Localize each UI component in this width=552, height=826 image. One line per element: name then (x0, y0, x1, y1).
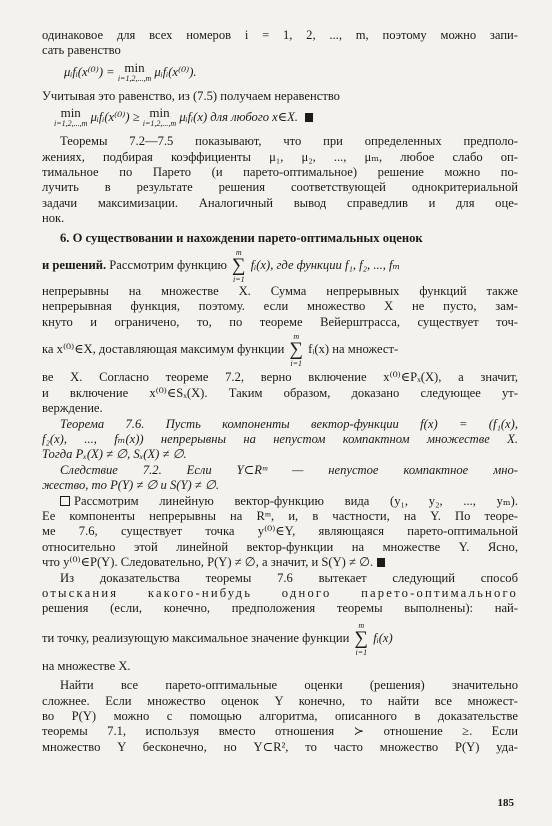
sum-lower: i=1 (232, 275, 245, 285)
theorem-7-6 (42, 417, 518, 463)
text-line: во P(Y) можно с помощью алгоритма, описанного в доказательстве (42, 709, 518, 723)
proof-start-icon (60, 496, 70, 506)
text-line: ве X. Согласно теореме 7.2, верно включение x⁽⁰⁾∈Pₓ(X), а значит, (42, 370, 518, 385)
paragraph-method (42, 571, 518, 617)
text-line: отыскания какого-нибудь одного парето-оптимального (42, 585, 518, 600)
min-label: min (60, 105, 81, 121)
text-line: теоремы 7.1, используя вместо отношения ≻ отношение ≥. Если (42, 724, 518, 739)
text-line-with-sum (42, 248, 518, 284)
text-line: на множестве X. (42, 658, 131, 673)
formula-middle: μᵢfᵢ(x⁽⁰⁾) ≥ (90, 110, 140, 125)
min-subscript: i=1,2,...,m (142, 119, 177, 129)
text-line: f₂(x), ..., fₘ(x)) непрерывны на непустом компактном множестве X. (42, 431, 518, 446)
text-line: верждение. (42, 401, 103, 416)
text-line: Теорема 7.6. Пусть компоненты вектор-функции f(x) = (f₁(x), (60, 416, 518, 431)
text-line (42, 494, 518, 509)
text-line: Учитывая это равенство, из (7.5) получаем неравенство (42, 88, 340, 103)
formula-inequality (42, 107, 518, 129)
corollary-7-2 (42, 463, 518, 494)
text-line: жество, то P(Y) ≠ ∅ и S(Y) ≠ ∅. (42, 478, 219, 493)
text-line: сать равенство (42, 43, 121, 58)
sum-upper: m (293, 332, 300, 342)
formula-lhs: μᵢfᵢ(x⁽⁰⁾) = (64, 64, 115, 79)
paragraph-ve (42, 370, 518, 416)
sum-lower: i=1 (355, 647, 368, 657)
section-heading-cont: и решений. (42, 257, 107, 272)
formula-rhs: μᵢfᵢ(x⁽⁰⁾). (154, 64, 197, 79)
text-line-with-sum (42, 621, 518, 657)
text-fragment: ка x⁽⁰⁾∈X, доставляющая максимум функции (42, 342, 285, 357)
text-line: нок. (42, 211, 65, 226)
text-line: Теоремы 7.2—7.5 показывают, что при определенных предполо- (60, 134, 518, 149)
text-line: жениях, подбирая коэффициенты μ₁, μ₂, ..., μₘ, любое слабо оп- (42, 149, 518, 164)
text-line: задачи максимизации. Аналогичный вывод справедлив и для оце- (42, 195, 518, 210)
text-line: лучить в результате решения соответствующей однокритериальной (42, 180, 518, 195)
text-line: кнуто и ограничено, то, по теореме Вейерштрасса, существует точ- (42, 314, 518, 329)
text-fragment: что y⁽⁰⁾∈P(Y). Следовательно, P(Y) ≠ ∅, а значит, и S(Y) ≠ ∅. (42, 555, 374, 570)
paragraph-intro (42, 28, 518, 59)
min-operator (117, 59, 152, 84)
text-line: решения (если, конечно, предположения теоремы выполнены): най- (42, 601, 518, 616)
text-line: Из доказательства теоремы 7.6 вытекает следующий способ (60, 570, 518, 585)
text-line (42, 555, 518, 570)
min-subscript: i=1,2,...,m (54, 119, 88, 129)
text-fragment: fᵢ(x) на множест- (308, 342, 399, 357)
paragraph-continuous (42, 284, 518, 330)
text-fragment: fᵢ(x), где функции f₁, f₂, ..., fₘ (250, 257, 401, 272)
sum-operator (289, 332, 303, 368)
min-operator (143, 107, 176, 129)
min-label: min (149, 105, 170, 121)
section-heading: 6. О существовании и нахождении парето-оптимальных оценок (60, 230, 423, 245)
text-line: множество Y бесконечно, но Y⊂R², то часто множество P(Y) уда- (42, 739, 518, 754)
text-fragment: ти точку, реализующую максимальное значение функции (42, 630, 350, 645)
text-line: Найти все парето-оптимальные оценки (решения) значительно (60, 678, 518, 693)
sum-operator (232, 248, 246, 284)
sum-upper: m (235, 248, 242, 258)
text-fragment: Рассмотрим линейную вектор-функцию вида (y₁, y₂, ..., yₘ). (74, 493, 518, 508)
text-line: относительно этой линейной вектор-функции на множестве Y. Ясно, (42, 539, 518, 554)
text-line: Следствие 7.2. Если Y⊂Rᵐ — непустое компактное мно- (60, 462, 518, 477)
sum-upper: m (358, 620, 365, 630)
sigma-icon: ∑ (232, 255, 246, 277)
section-6 (42, 231, 518, 284)
text-line: сложнее. Если множество оценок Y конечно, то найти все множест- (42, 693, 518, 708)
proof (42, 494, 518, 571)
page-number: 185 (497, 797, 514, 809)
text-line: Ее компоненты непрерывны на Rᵐ, и, в частности, на Y. По теоре- (42, 508, 518, 523)
formula-equality (42, 59, 518, 84)
paragraph-theorems (42, 134, 518, 226)
text-line: тимальное по Парето (и парето-оптимальное) решение можно по- (42, 165, 518, 180)
min-subscript: i=1,2,...,m (117, 73, 152, 83)
text-fragment: fᵢ(x) (373, 630, 393, 645)
sigma-icon: ∑ (354, 627, 369, 649)
text-line: непрерывная функция, поэтому. если множество X не пусто, зам- (42, 299, 518, 314)
sum-lower: i=1 (290, 359, 303, 369)
formula-rhs: μᵢfᵢ(x) для любого x∈X. (179, 110, 298, 125)
text-line: непрерывны на множестве X. Сумма непрерывных функций также (42, 284, 518, 299)
min-operator (54, 107, 87, 129)
sum-operator (355, 621, 369, 657)
text-fragment: Рассмотрим функцию (109, 257, 227, 272)
text-line: ме 7.6, существует точка y⁽⁰⁾∈Y, являющаяся парето-оптимальной (42, 524, 518, 539)
paragraph-all (42, 678, 518, 755)
end-of-proof-icon (377, 558, 385, 567)
end-of-proof-icon (305, 113, 313, 122)
text-line-with-sum (42, 332, 518, 368)
sigma-icon: ∑ (289, 339, 304, 361)
text-line: Тогда Pₓ(X) ≠ ∅, Sₓ(X) ≠ ∅. (42, 447, 187, 462)
text-line: одинаковое для всех номеров i = 1, 2, ..., m, поэтому можно запи- (42, 28, 518, 42)
text-line: и включение x⁽⁰⁾∈Sₓ(X). Таким образом, доказано следующее ут- (42, 385, 518, 400)
min-label: min (124, 59, 145, 75)
